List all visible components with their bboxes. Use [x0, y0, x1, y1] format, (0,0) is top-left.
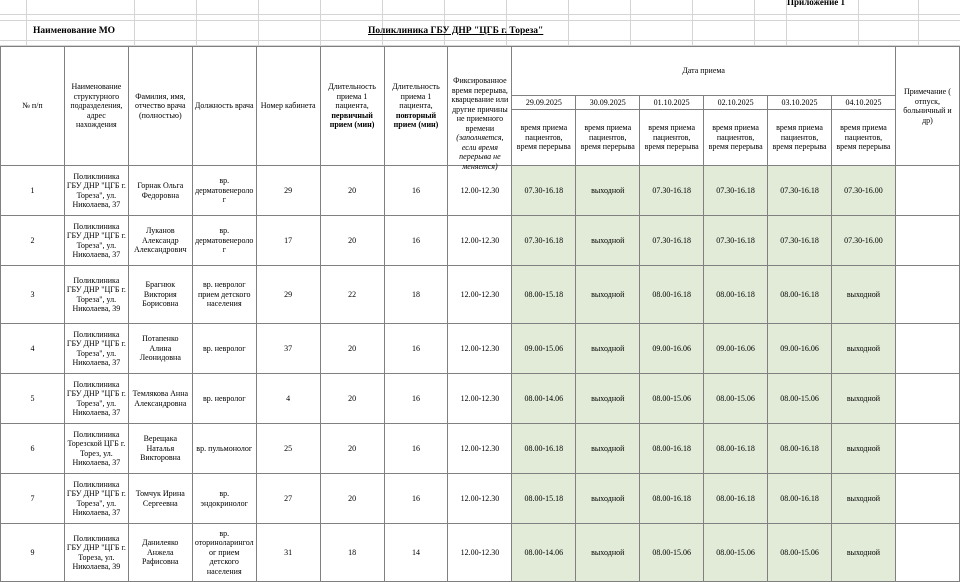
cell-time-4[interactable]: 08.00-16.18 [768, 266, 832, 324]
table-row[interactable] [1, 374, 960, 424]
cell-cabinet[interactable]: 29 [256, 166, 320, 216]
cell-time-3[interactable]: 07.30-16.18 [704, 166, 768, 216]
cell-cabinet[interactable]: 37 [256, 324, 320, 374]
col-header-number: № п/п [1, 47, 65, 166]
col-subheader-date-0: время приема пациентов, время перерыва [512, 110, 576, 166]
cell-dur-repeat[interactable]: 16 [384, 324, 448, 374]
cell-dur-repeat[interactable]: 16 [384, 166, 448, 216]
cell-time-2[interactable]: 08.00-16.18 [640, 424, 704, 474]
cell-cabinet[interactable]: 4 [256, 374, 320, 424]
cell-time-0[interactable]: 09.00-15.06 [512, 324, 576, 374]
cell-time-3[interactable]: 09.00-16.06 [704, 324, 768, 374]
cell-time-3[interactable]: 08.00-16.18 [704, 424, 768, 474]
cell-time-1[interactable]: выходной [576, 216, 640, 266]
cell-time-3[interactable]: 08.00-15.06 [704, 374, 768, 424]
cell-position[interactable]: вр. эндокринолог [192, 474, 256, 524]
fixed-break-italic: (заполняется, если время перерыва не меняется) [456, 133, 504, 171]
cell-time-5[interactable]: 07.30-16.00 [831, 216, 895, 266]
duration-primary-prefix: Длительность приема 1 пациента, [328, 82, 376, 111]
cell-time-4[interactable]: 07.30-16.18 [768, 166, 832, 216]
cell-num[interactable]: 5 [1, 374, 65, 424]
cell-fixed-break[interactable]: 12.00-12.30 [448, 216, 512, 266]
cell-time-4[interactable]: 08.00-15.06 [768, 524, 832, 582]
col-subheader-date-5: время приема пациентов, время перерыва [831, 110, 895, 166]
cell-dur-primary[interactable]: 20 [320, 216, 384, 266]
cell-fixed-break[interactable]: 12.00-12.30 [448, 424, 512, 474]
cell-cabinet[interactable]: 17 [256, 216, 320, 266]
cell-num[interactable]: 4 [1, 324, 65, 374]
cell-time-4[interactable]: 08.00-16.18 [768, 424, 832, 474]
cell-note[interactable] [895, 266, 959, 324]
cell-unit[interactable]: Поликлиника Торезской ЦГБ г. Торез, ул. Николаева, 37 [64, 424, 128, 474]
cell-unit[interactable]: Поликлиника ГБУ ДНР "ЦГБ г. Тореза", ул. Николаева, 37 [64, 474, 128, 524]
cell-position[interactable]: вр. дерматовенеролог [192, 216, 256, 266]
fixed-break-wrap [450, 76, 509, 171]
cell-time-4[interactable]: 09.00-16.06 [768, 324, 832, 374]
cell-fixed-break[interactable]: 12.00-12.30 [448, 374, 512, 424]
cell-time-0[interactable]: 08.00-16.18 [512, 424, 576, 474]
cell-unit[interactable]: Поликлиника ГБУ ДНР "ЦГБ г. Тореза", ул. Николаева, 39 [64, 266, 128, 324]
cell-time-1[interactable]: выходной [576, 524, 640, 582]
table-row[interactable] [1, 324, 960, 374]
cell-cabinet[interactable]: 25 [256, 424, 320, 474]
mo-name-value: Поликлиника ГБУ ДНР "ЦГБ г. Тореза" [368, 26, 544, 36]
cell-position[interactable]: вр. невролог [192, 374, 256, 424]
cell-position[interactable]: вр. пульмонолог [192, 424, 256, 474]
cell-num[interactable]: 6 [1, 424, 65, 474]
col-header-date-0: 29.09.2025 [512, 96, 576, 110]
cell-unit[interactable]: Поликлиника ГБУ ДНР "ЦГБ г. Тореза", ул. Николаева, 37 [64, 374, 128, 424]
table-row[interactable] [1, 216, 960, 266]
cell-fio[interactable]: Потапенко Алина Леонидовна [128, 324, 192, 374]
cell-time-4[interactable]: 07.30-16.18 [768, 216, 832, 266]
cell-fio[interactable]: Верещака Наталья Викторовна [128, 424, 192, 474]
col-header-duration-repeat [384, 47, 448, 166]
table-row[interactable] [1, 424, 960, 474]
cell-fio[interactable]: Темлякова Анна Александровна [128, 374, 192, 424]
cell-time-5[interactable]: выходной [831, 266, 895, 324]
cell-note[interactable] [895, 216, 959, 266]
cell-num[interactable]: 7 [1, 474, 65, 524]
col-subheader-date-2: время приема пациентов, время перерыва [640, 110, 704, 166]
duration-repeat-strong: повторный прием (мин) [393, 110, 439, 130]
duration-repeat-prefix: Длительность приема 1 пациента, [392, 82, 440, 111]
col-subheader-date-3: время приема пациентов, время перерыва [704, 110, 768, 166]
col-header-unit: Наименование структурного подразделения, адрес нахождения [64, 47, 128, 166]
cell-cabinet[interactable]: 27 [256, 474, 320, 524]
cell-time-1[interactable]: выходной [576, 266, 640, 324]
col-subheader-date-1: время приема пациентов, время перерыва [576, 110, 640, 166]
cell-time-1[interactable]: выходной [576, 374, 640, 424]
col-header-date-1: 30.09.2025 [576, 96, 640, 110]
col-header-date-group: Дата приема [512, 47, 896, 96]
col-header-date-3: 02.10.2025 [704, 96, 768, 110]
cell-time-2[interactable]: 07.30-16.18 [640, 166, 704, 216]
cell-dur-primary[interactable]: 20 [320, 374, 384, 424]
cell-time-0[interactable]: 08.00-14.06 [512, 524, 576, 582]
header-row-main [1, 47, 960, 96]
col-header-fixed-break [448, 47, 512, 171]
cell-time-2[interactable]: 08.00-16.18 [640, 474, 704, 524]
cell-fio[interactable]: Горнак Ольга Федоровна [128, 166, 192, 216]
cell-dur-repeat[interactable]: 16 [384, 474, 448, 524]
col-header-date-4: 03.10.2025 [768, 96, 832, 110]
cell-time-2[interactable]: 08.00-15.06 [640, 524, 704, 582]
cell-cabinet[interactable]: 29 [256, 266, 320, 324]
duration-primary-strong: первичный прием (мин) [329, 110, 375, 130]
cell-dur-primary[interactable]: 20 [320, 324, 384, 374]
cell-time-5[interactable]: 07.30-16.00 [831, 166, 895, 216]
doctor-schedule-table [0, 46, 960, 582]
col-header-fio: Фамилия, имя, отчество врача (полностью) [128, 47, 192, 166]
cell-dur-primary[interactable]: 20 [320, 166, 384, 216]
cell-note[interactable] [895, 524, 959, 582]
cell-time-5[interactable]: выходной [831, 524, 895, 582]
cell-dur-repeat[interactable]: 16 [384, 216, 448, 266]
cell-time-4[interactable]: 08.00-15.06 [768, 374, 832, 424]
cell-time-2[interactable]: 08.00-16.18 [640, 266, 704, 324]
cell-time-0[interactable]: 08.00-15.18 [512, 474, 576, 524]
table-body [1, 166, 960, 582]
table-row[interactable] [1, 166, 960, 216]
cell-position[interactable]: вр. невролог [192, 324, 256, 374]
appendix-label: Приложение 1 [787, 0, 846, 7]
sheet-gridline [0, 20, 960, 21]
mo-name-label: Наименование МО [33, 26, 116, 36]
cell-fixed-break[interactable]: 12.00-12.30 [448, 324, 512, 374]
cell-time-3[interactable]: 08.00-16.18 [704, 474, 768, 524]
cell-dur-repeat[interactable]: 14 [384, 524, 448, 582]
cell-time-1[interactable]: выходной [576, 166, 640, 216]
cell-cabinet[interactable]: 31 [256, 524, 320, 582]
cell-position[interactable]: вр. дерматовенеролог [192, 166, 256, 216]
cell-dur-repeat[interactable]: 18 [384, 266, 448, 324]
cell-fio[interactable]: Томчук Ирина Сергеевна [128, 474, 192, 524]
cell-num[interactable]: 1 [1, 166, 65, 216]
cell-unit[interactable]: Поликлиника ГБУ ДНР "ЦГБ г. Тореза", ул. Николаева, 37 [64, 166, 128, 216]
cell-num[interactable]: 3 [1, 266, 65, 324]
cell-dur-repeat[interactable]: 16 [384, 374, 448, 424]
table-row[interactable] [1, 524, 960, 582]
cell-time-2[interactable]: 07.30-16.18 [640, 216, 704, 266]
cell-time-3[interactable]: 07.30-16.18 [704, 216, 768, 266]
cell-time-5[interactable]: выходной [831, 374, 895, 424]
sheet-gridline [0, 40, 960, 41]
col-header-note: Примечание ( отпуск, больничный и др) [895, 47, 959, 166]
cell-dur-primary[interactable]: 18 [320, 524, 384, 582]
cell-note[interactable] [895, 474, 959, 524]
cell-dur-primary[interactable]: 22 [320, 266, 384, 324]
cell-time-0[interactable]: 07.30-16.18 [512, 216, 576, 266]
cell-time-2[interactable]: 08.00-15.06 [640, 374, 704, 424]
cell-dur-repeat[interactable]: 16 [384, 424, 448, 474]
cell-fio[interactable]: Данилеяко Анжела Рафисовна [128, 524, 192, 582]
cell-position[interactable]: вр. оториноларинголог прием детского населения [192, 524, 256, 582]
cell-unit[interactable]: Поликлиника ГБУ ДНР "ЦГБ г. Тореза", ул. Николаева, 37 [64, 216, 128, 266]
cell-num[interactable]: 9 [1, 524, 65, 582]
cell-fixed-break[interactable]: 12.00-12.30 [448, 166, 512, 216]
table-row[interactable] [1, 474, 960, 524]
cell-time-0[interactable]: 08.00-14.06 [512, 374, 576, 424]
cell-fio[interactable]: Брагнюк Виктория Борисовна [128, 266, 192, 324]
cell-time-1[interactable]: выходной [576, 424, 640, 474]
cell-time-0[interactable]: 08.00-15.18 [512, 266, 576, 324]
cell-note[interactable] [895, 424, 959, 474]
cell-time-3[interactable]: 08.00-16.18 [704, 266, 768, 324]
cell-fixed-break[interactable]: 12.00-12.30 [448, 524, 512, 582]
cell-time-5[interactable]: выходной [831, 324, 895, 374]
cell-position[interactable]: вр. невролог прием детского населения [192, 266, 256, 324]
cell-dur-primary[interactable]: 20 [320, 424, 384, 474]
col-header-position: Должность врача [192, 47, 256, 166]
fixed-break-main: Фиксированное время перерыва, кварцевание или другие причины не приемного времени [451, 76, 509, 133]
cell-note[interactable] [895, 166, 959, 216]
col-header-date-5: 04.10.2025 [831, 96, 895, 110]
table-row[interactable] [1, 266, 960, 324]
cell-time-1[interactable]: выходной [576, 324, 640, 374]
cell-unit[interactable]: Поликлиника ГБУ ДНР "ЦГБ г. Тореза", ул. Николаева, 37 [64, 324, 128, 374]
cell-note[interactable] [895, 374, 959, 424]
cell-time-0[interactable]: 07.30-16.18 [512, 166, 576, 216]
col-header-cabinet: Номер кабинета [256, 47, 320, 166]
cell-time-3[interactable]: 08.00-15.06 [704, 524, 768, 582]
col-header-date-2: 01.10.2025 [640, 96, 704, 110]
cell-fio[interactable]: Луканов Александр Александрович [128, 216, 192, 266]
cell-time-2[interactable]: 09.00-16.06 [640, 324, 704, 374]
col-subheader-date-4: время приема пациентов, время перерыва [768, 110, 832, 166]
cell-fixed-break[interactable]: 12.00-12.30 [448, 266, 512, 324]
cell-fixed-break[interactable]: 12.00-12.30 [448, 474, 512, 524]
col-header-duration-primary [320, 47, 384, 166]
cell-time-5[interactable]: выходной [831, 424, 895, 474]
cell-time-1[interactable]: выходной [576, 474, 640, 524]
cell-unit[interactable]: Поликлиника ГБУ ДНР "ЦГБ г. Тореза, ул. Николаева, 39 [64, 524, 128, 582]
cell-num[interactable]: 2 [1, 216, 65, 266]
cell-note[interactable] [895, 324, 959, 374]
cell-dur-primary[interactable]: 20 [320, 474, 384, 524]
cell-time-5[interactable]: выходной [831, 474, 895, 524]
table-head [1, 47, 960, 171]
cell-time-4[interactable]: 08.00-16.18 [768, 474, 832, 524]
